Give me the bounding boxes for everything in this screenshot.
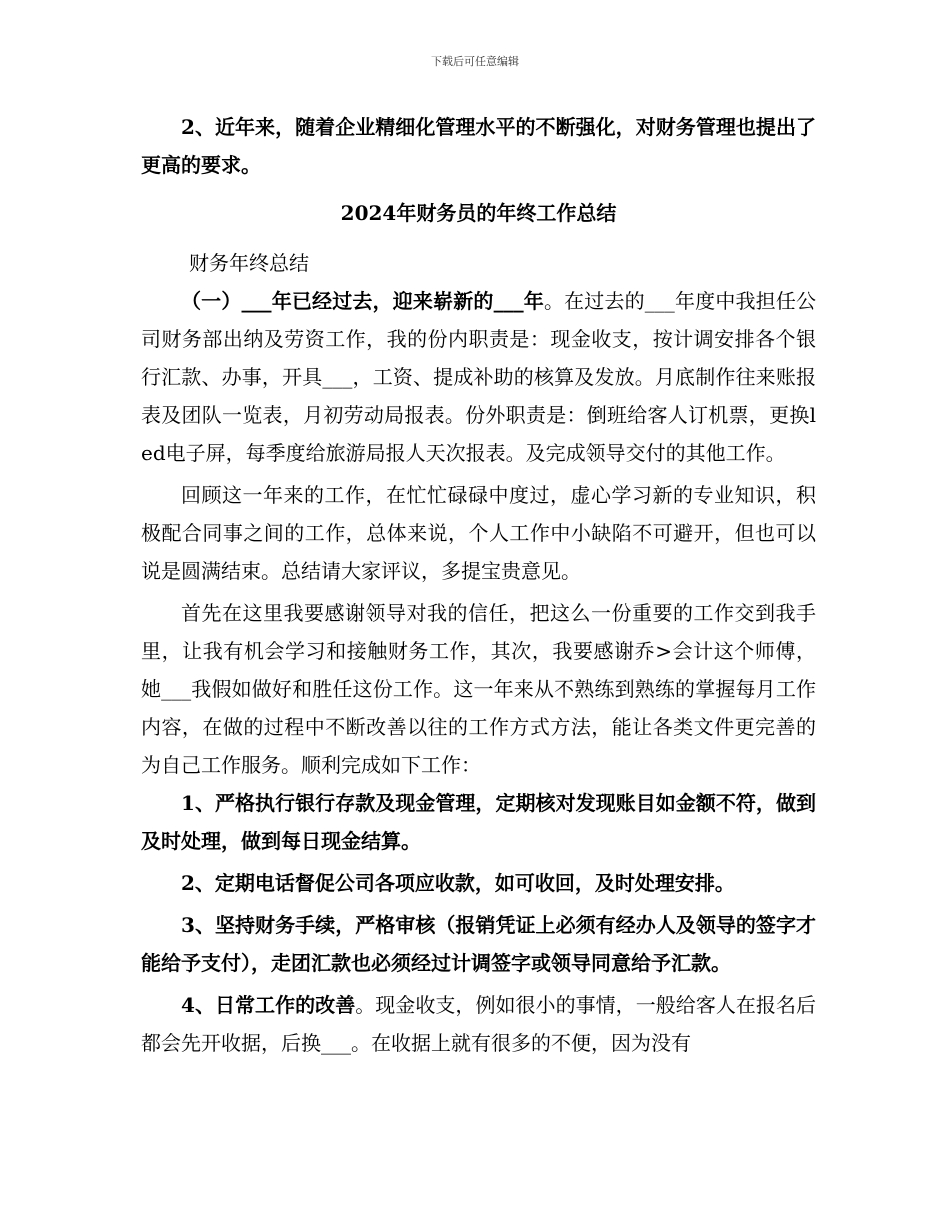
document-body (141, 108, 816, 1062)
paragraph-2: 回顾这一年来的工作，在忙忙碌碌中度过，虚心学习新的专业知识，积极配合同事之间的工作，总体来说，个人工作中小缺陷不可避开，但也可以说是圆满结束。总结请大家评议，多提宝贵意见。 (141, 483, 816, 583)
list-item-4 (141, 986, 816, 1062)
list-item-4-lead: 4、日常工作的改善 (181, 993, 356, 1017)
paragraph-3: 首先在这里我要感谢领导对我的信任，把这么一份重要的工作交到我手里，让我有机会学习和接触财务工作，其次，我要感谢乔>会计这个师傅，她___我假如做好和胜任这份工作。这一年来从不熟练到熟练的掌握每月工作内容，在做的过程中不断改善以往的工作方式方法，能让各类文件更完善的为自己工作服务。顺利完成如下工作： (141, 601, 816, 777)
paragraph-1-lead: （一）___年已经过去，迎来崭新的___年 (181, 289, 544, 313)
paragraph-1-text: 。在过去的___年度中我担任公司财务部出纳及劳资工作，我的份内职责是：现金收支，按计调安排各个银行汇款、办事，开具___，工资、提成补助的核算及发放。月底制作往来账报表及团队一览表，月初劳动局报表。份外职责是：倒班给客人订机票，更换led电子屏，每季度给旅游局报人天次报表。及完成领导交付的其他工作。 (141, 289, 817, 465)
list-item-2: 2、定期电话督促公司各项应收款，如可收回，及时处理安排。 (181, 871, 735, 895)
list-item-1: 1、严格执行银行存款及现金管理，定期核对发现账目如金额不符，做到及时处理，做到每日现金结算。 (141, 791, 816, 853)
page-header: 下载后可任意编辑 (431, 55, 519, 68)
document-subtitle: 财务年终总结 (189, 251, 309, 275)
document-title: 2024年财务员的年终工作总结 (340, 201, 617, 225)
list-item-3: 3、坚持财务手续，严格审核（报销凭证上必须有经办人及领导的签字才能给予支付），走团汇款也必须经过计调签字或领导同意给予汇款。 (141, 913, 816, 975)
intro-paragraph: 2、近年来，随着企业精细化管理水平的不断强化，对财务管理也提出了更高的要求。 (141, 115, 816, 177)
paragraph-1 (141, 282, 816, 472)
list-item-4-text: 。现金收支，例如很小的事情，一般给客人在报名后都会先开收据，后换___。在收据上就有很多的不便，因为没有 (141, 993, 816, 1055)
